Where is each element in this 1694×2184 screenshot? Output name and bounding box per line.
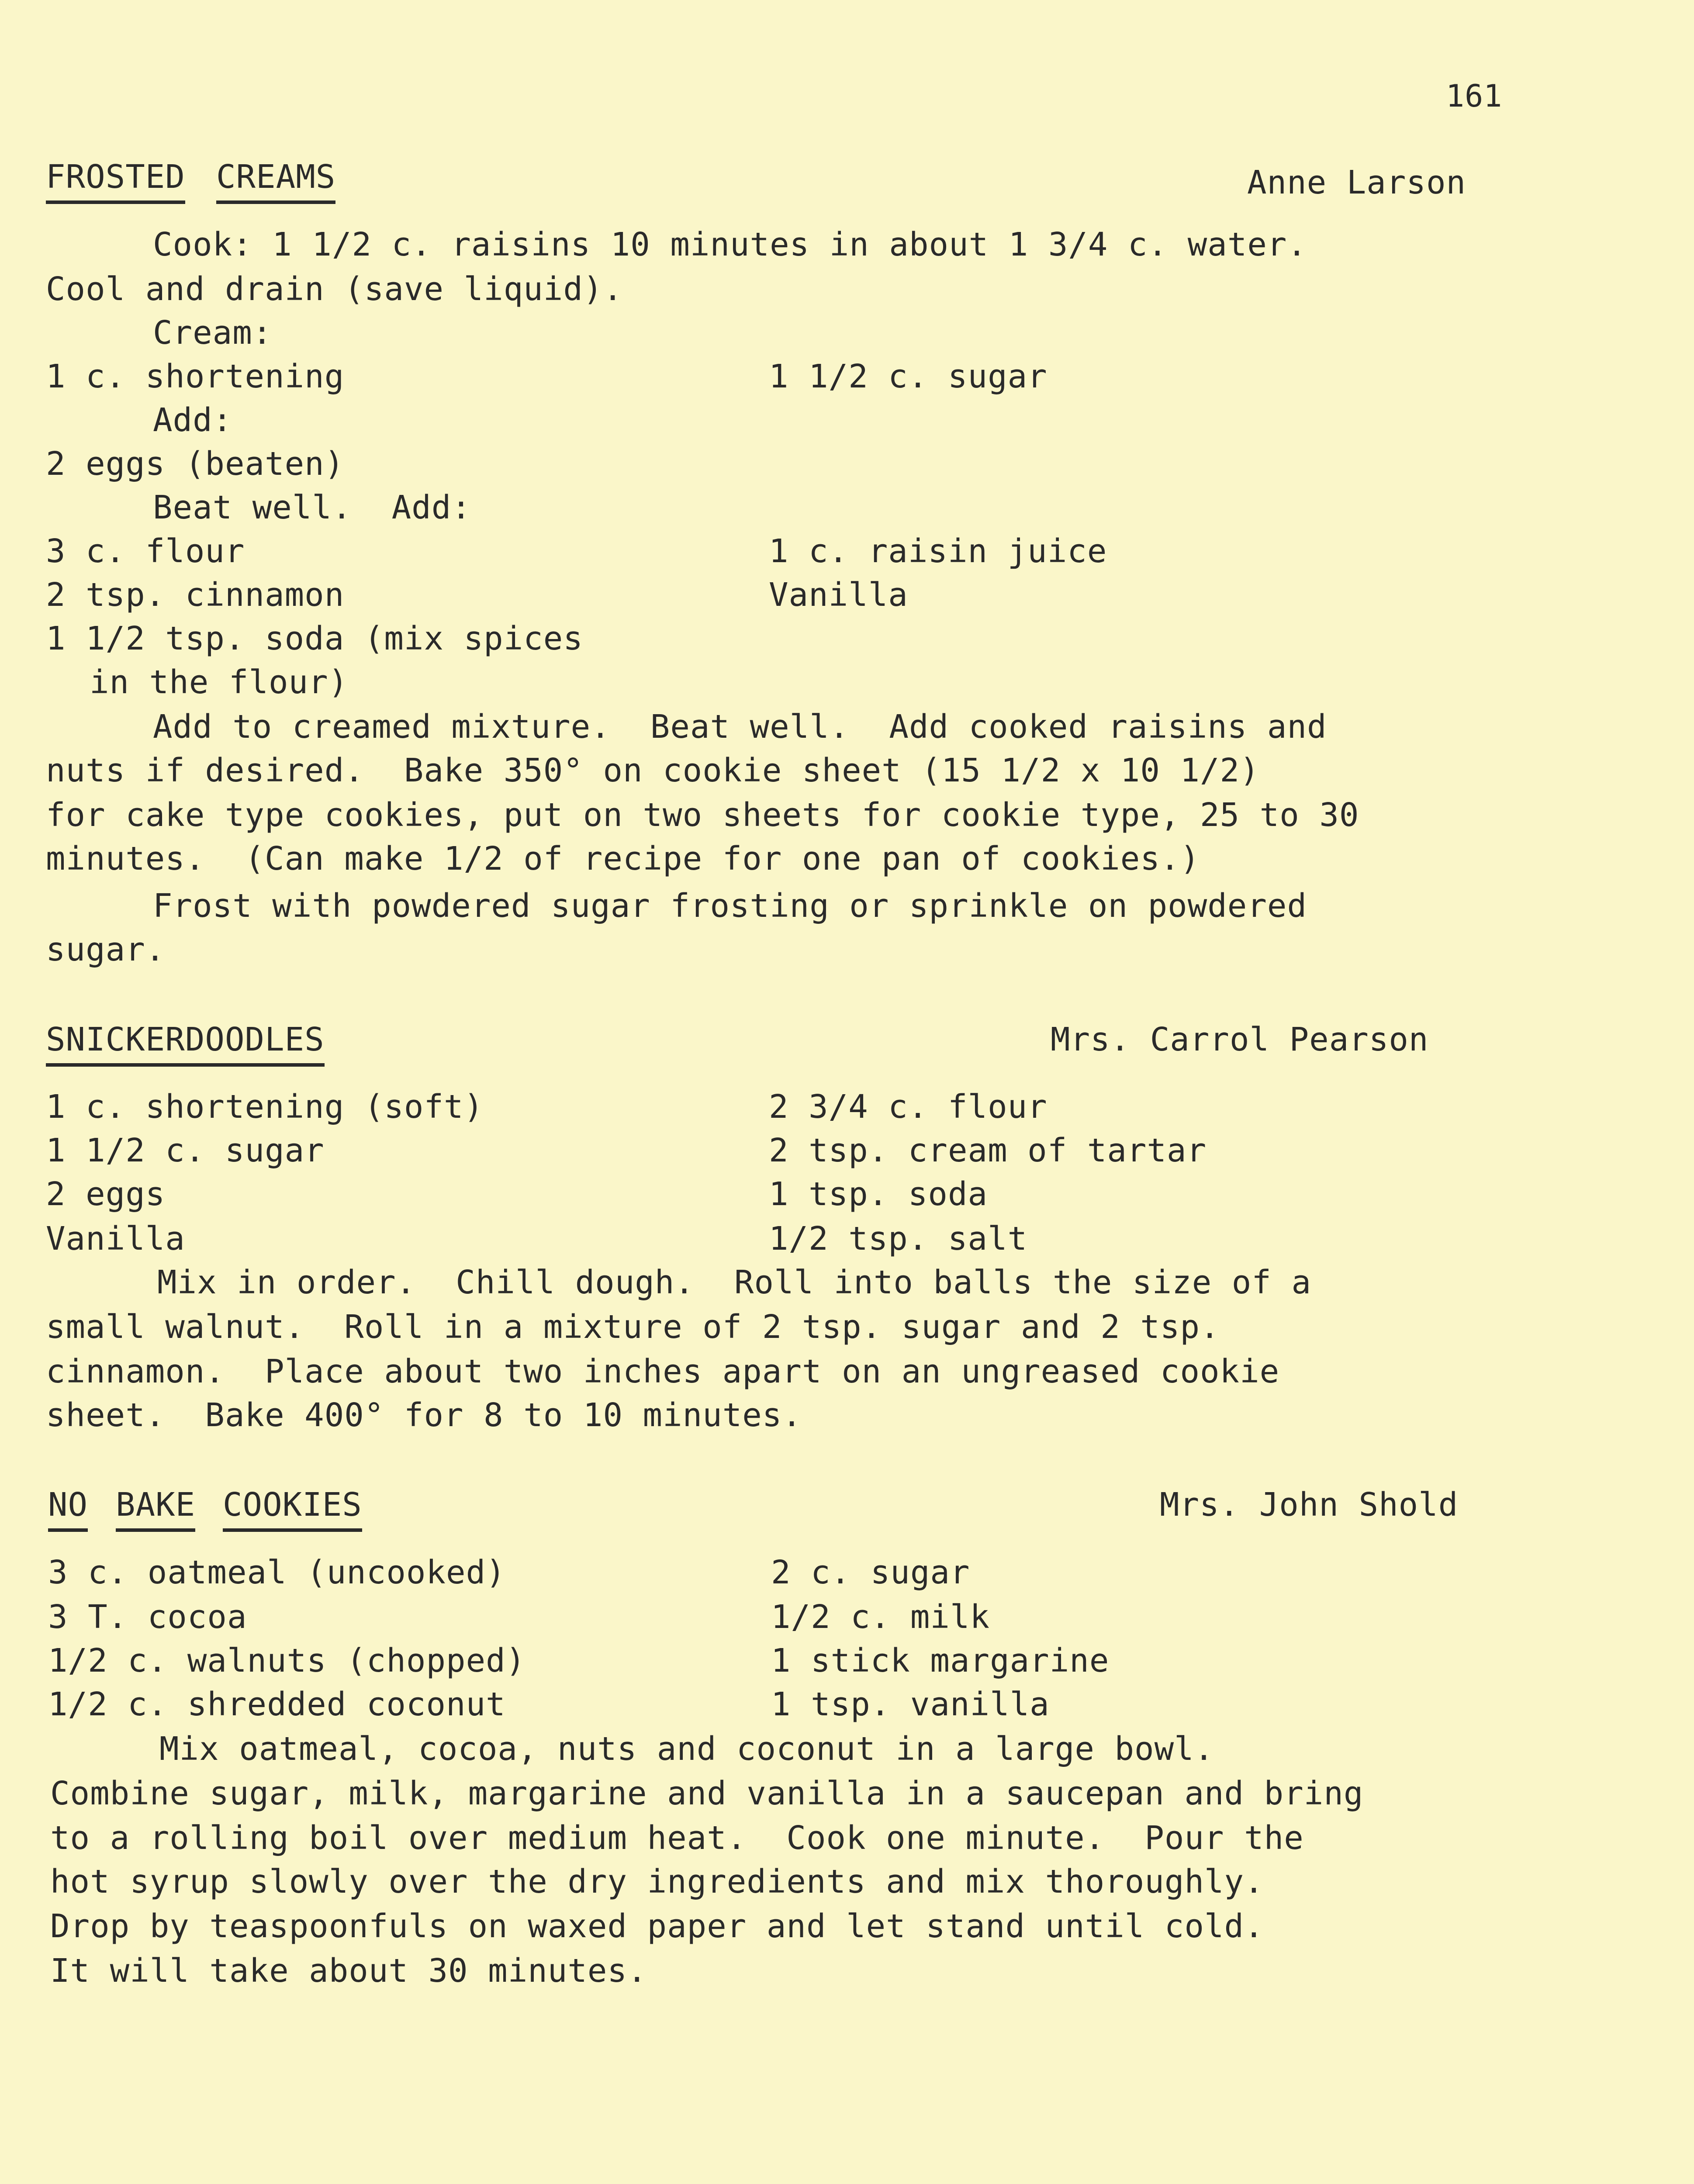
- ingredient-line: 1 c. shortening: [46, 358, 345, 395]
- instruction-line: Cook: 1 1/2 c. raisins 10 minutes in about 1 3/4 c. water.: [153, 226, 1307, 263]
- ingredient-line: 1/2 c. walnuts (chopped): [48, 1642, 526, 1679]
- instruction-line: Add to creamed mixture. Beat well. Add cooked raisins and: [153, 708, 1327, 746]
- ingredient-line: in the flour): [90, 663, 349, 701]
- recipe-title-word: CREAMS: [216, 155, 335, 204]
- recipe-title-word: BAKE: [116, 1483, 195, 1532]
- ingredient-line: 1 1/2 tsp. soda (mix spices: [46, 620, 583, 657]
- instruction-line: to a rolling boil over medium heat. Cook one minute. Pour the: [50, 1819, 1304, 1857]
- page-number: 161: [1446, 78, 1503, 114]
- ingredient-line: 2 eggs (beaten): [46, 445, 345, 483]
- instruction-line: sheet. Bake 400° for 8 to 10 minutes.: [46, 1396, 802, 1434]
- ingredient-line: 3 T. cocoa: [48, 1598, 247, 1636]
- recipe-title-word: NO: [48, 1483, 88, 1532]
- instruction-line: for cake type cookies, put on two sheets for cookie type, 25 to 30: [46, 796, 1359, 834]
- ingredient-line: 1 tsp. vanilla: [771, 1686, 1050, 1723]
- instruction-line: small walnut. Roll in a mixture of 2 tsp. sugar and 2 tsp.: [46, 1308, 1220, 1346]
- instruction-line: Frost with powdered sugar frosting or sprinkle on powdered: [153, 887, 1307, 925]
- ingredient-line: 1/2 c. shredded coconut: [48, 1686, 506, 1723]
- ingredient-line: 2 c. sugar: [771, 1554, 970, 1591]
- recipe-author: Mrs. John Shold: [1160, 1486, 1459, 1524]
- recipe-author: Mrs. Carrol Pearson: [1051, 1021, 1429, 1058]
- recipe-title-word: SNICKERDOODLES: [46, 1018, 325, 1067]
- instruction-line: cinnamon. Place about two inches apart on an ungreased cookie: [46, 1353, 1280, 1390]
- instruction-line: nuts if desired. Bake 350° on cookie sheet (15 1/2 x 10 1/2): [46, 752, 1260, 789]
- instruction-line: Cream:: [153, 314, 273, 352]
- instruction-line: Mix in order. Chill dough. Roll into balls the size of a: [157, 1264, 1312, 1301]
- ingredient-line: 2 3/4 c. flour: [769, 1088, 1048, 1126]
- instruction-line: Add:: [153, 401, 233, 439]
- recipe-author: Anne Larson: [1247, 164, 1466, 201]
- ingredient-line: 1 c. shortening (soft): [46, 1088, 484, 1126]
- ingredient-line: 2 eggs: [46, 1175, 166, 1213]
- instruction-line: Mix oatmeal, cocoa, nuts and coconut in a large bowl.: [159, 1730, 1214, 1768]
- recipe-title-word: COOKIES: [223, 1483, 362, 1532]
- ingredient-line: 3 c. flour: [46, 532, 245, 570]
- instruction-line: Combine sugar, milk, margarine and vanilla in a saucepan and bring: [50, 1775, 1364, 1812]
- instruction-line: minutes. (Can make 1/2 of recipe for one pan of cookies.): [46, 840, 1200, 878]
- instruction-line: Beat well. Add:: [153, 489, 471, 526]
- ingredient-line: 1 1/2 c. sugar: [769, 358, 1048, 395]
- ingredient-line: 1/2 tsp. salt: [769, 1220, 1028, 1258]
- ingredient-line: 1 1/2 c. sugar: [46, 1132, 325, 1169]
- ingredient-line: 1 c. raisin juice: [769, 532, 1107, 570]
- ingredient-line: Vanilla: [46, 1220, 185, 1258]
- ingredient-line: 1/2 c. milk: [771, 1598, 990, 1636]
- ingredient-line: 3 c. oatmeal (uncooked): [48, 1554, 506, 1591]
- ingredient-line: 1 stick margarine: [771, 1642, 1110, 1679]
- ingredient-line: Vanilla: [769, 576, 908, 614]
- recipe-title-word: FROSTED: [46, 155, 185, 204]
- ingredient-line: 2 tsp. cream of tartar: [769, 1132, 1207, 1169]
- ingredient-line: 2 tsp. cinnamon: [46, 576, 345, 614]
- ingredient-line: 1 tsp. soda: [769, 1175, 988, 1213]
- instruction-line: hot syrup slowly over the dry ingredients and mix thoroughly.: [50, 1863, 1264, 1901]
- instruction-line: It will take about 30 minutes.: [50, 1952, 647, 1990]
- instruction-line: Cool and drain (save liquid).: [46, 270, 623, 308]
- instruction-line: sugar.: [46, 931, 166, 968]
- instruction-line: Drop by teaspoonfuls on waxed paper and let stand until cold.: [50, 1908, 1264, 1945]
